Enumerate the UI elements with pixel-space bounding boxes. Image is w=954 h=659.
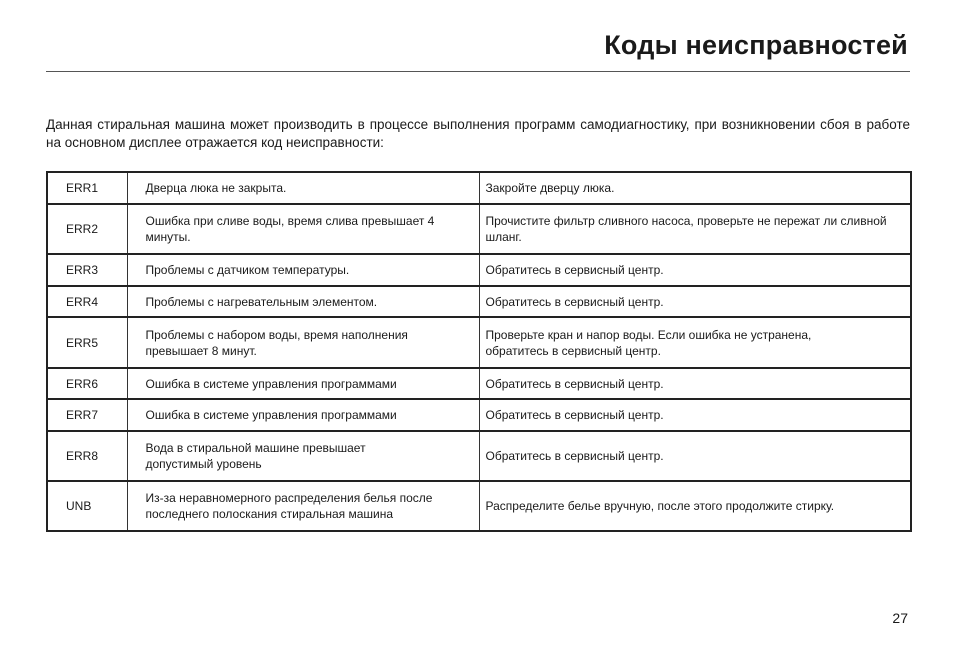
action-cell: Прочистите фильтр сливного насоса, проверьте не пережат ли сливной шланг. <box>479 204 911 254</box>
error-code-cell: UNB <box>47 481 127 531</box>
error-code-cell: ERR2 <box>47 204 127 254</box>
error-code-cell: ERR7 <box>47 399 127 431</box>
problem-cell <box>127 431 479 481</box>
problem-cell <box>127 204 479 254</box>
table-row <box>47 286 911 317</box>
problem-cell: Проблемы с нагревательным элементом. <box>127 286 479 317</box>
problem-cell: Ошибка в системе управления программами <box>127 399 479 431</box>
problem-cell: Проблемы с датчиком температуры. <box>127 254 479 286</box>
problem-text: Проблемы с набором воды, время наполнения превышает 8 минут. <box>145 327 408 358</box>
table-row <box>47 317 911 368</box>
error-code-cell: ERR1 <box>47 172 127 204</box>
problem-cell: Ошибка в системе управления программами <box>127 368 479 399</box>
table-row <box>47 431 911 481</box>
action-cell: Распределите белье вручную, после этого продолжите стирку. <box>479 481 911 531</box>
action-cell: Обратитесь в сервисный центр. <box>479 254 911 286</box>
error-code-cell: ERR4 <box>47 286 127 317</box>
error-codes-table <box>46 171 912 532</box>
action-cell: Обратитесь в сервисный центр. <box>479 368 911 399</box>
table-row <box>47 399 911 431</box>
action-cell: Обратитесь в сервисный центр. <box>479 399 911 431</box>
table-row <box>47 481 911 531</box>
intro-paragraph: Данная стиральная машина может производить в процессе выполнения программ самодиагностику, при возникновении сбоя в работе на основном дисплее отражается код неисправности: <box>46 117 910 150</box>
action-cell: Обратитесь в сервисный центр. <box>479 286 911 317</box>
title-divider <box>46 71 910 72</box>
error-code-cell: ERR3 <box>47 254 127 286</box>
error-code-cell: ERR6 <box>47 368 127 399</box>
action-cell: Закройте дверцу люка. <box>479 172 911 204</box>
error-code-cell: ERR8 <box>47 431 127 481</box>
table-row <box>47 172 911 204</box>
error-code-cell: ERR5 <box>47 317 127 368</box>
problem-text: Вода в стиральной машине превышает допустимый уровень <box>145 441 366 471</box>
problem-text: Ошибка при сливе воды, время слива превышает 4 минуты. <box>145 214 435 244</box>
problem-cell: Дверца люка не закрыта. <box>127 172 479 204</box>
problem-cell <box>127 481 479 531</box>
table-row <box>47 368 911 399</box>
action-cell: Обратитесь в сервисный центр. <box>479 431 911 481</box>
table-row <box>47 204 911 254</box>
action-text: Проверьте кран и напор воды. Если ошибка не устранена, обратитесь в сервисный центр. <box>485 327 812 358</box>
page-title: Коды неисправностей <box>604 30 908 60</box>
problem-text: Из-за неравномерного распределения белья после последнего полоскания стиральная машина <box>145 491 433 521</box>
problem-cell <box>127 317 479 368</box>
table-row <box>47 254 911 286</box>
page-number: 27 <box>892 610 908 626</box>
action-cell <box>479 317 911 368</box>
